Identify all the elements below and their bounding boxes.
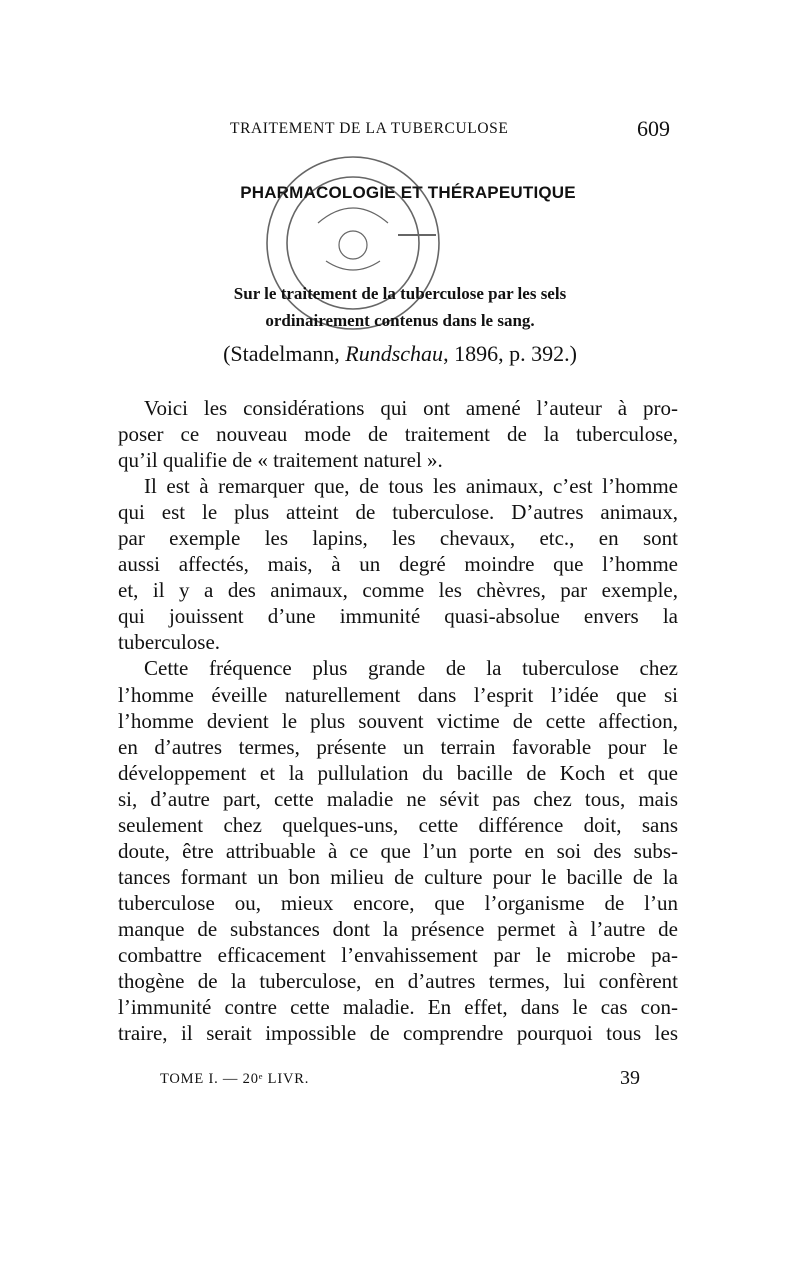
page-number: 609 xyxy=(637,116,670,141)
running-head xyxy=(230,116,670,144)
running-title: TRAITEMENT DE LA TUBERCULOSE xyxy=(230,120,509,137)
text-line: par exemple les lapins, les chevaux, etc., en sont xyxy=(118,526,678,551)
text-line: développement et la pullulation du bacille de Koch et que xyxy=(118,760,678,785)
text-line: Cette fréquence plus grande de la tuberculose chez xyxy=(144,656,678,681)
text-line: combattre efficacement l’envahissement par le microbe pa- xyxy=(118,942,678,967)
text-line: traire, il serait impossible de comprendre pourquoi tous les xyxy=(118,1021,678,1046)
signature-mark: TOME I. — 20ᵉ LIVR. xyxy=(160,1071,310,1087)
article-source xyxy=(150,341,650,367)
article-title-line: Sur le traitement de la tuberculose par les sels xyxy=(233,284,567,303)
text-line: thogène de la tuberculose, en d’autres termes, lui confèrent xyxy=(118,969,678,994)
text-line: Voici les considérations qui ont amené l’auteur à pro- xyxy=(144,396,678,420)
text-line: poser ce nouveau mode de traitement de la tuberculose, xyxy=(118,422,678,447)
text-line: qui jouissent d’une immunité quasi-absolue envers la xyxy=(118,604,678,629)
text-line: et, il y a des animaux, comme les chèvres, par exemple, xyxy=(118,578,678,603)
text-line: en d’autres termes, présente un terrain favorable pour le xyxy=(118,734,678,759)
body-text xyxy=(118,395,678,1046)
text-line: aussi affectés, mais, à un degré moindre que l’homme xyxy=(118,552,678,577)
text-line: Il est à remarquer que, de tous les animaux, c’est l’homme xyxy=(144,474,678,499)
gathering-number: 39 xyxy=(620,1067,640,1089)
text-line: qu’il qualifie de « traitement naturel ». xyxy=(118,448,443,473)
text-line: manque de substances dont la présence permet à l’autre de xyxy=(118,916,678,941)
text-line: tuberculose ou, mieux encore, que l’organisme de l’un xyxy=(118,890,678,915)
article-title xyxy=(150,280,650,334)
text-line: l’immunité contre cette maladie. En effet, dans le cas con- xyxy=(118,995,678,1020)
text-line: l’homme devient le plus souvent victime de cette affection, xyxy=(118,708,678,733)
text-line: qui est le plus atteint de tuberculose. D’autres animaux, xyxy=(118,500,678,525)
source-journal: Rundschau xyxy=(345,341,444,366)
text-line: tances formant un bon milieu de culture pour le bacille de la xyxy=(118,864,678,889)
article-title-line: ordinairement contenus dans le sang. xyxy=(265,311,535,330)
text-line: doute, être attribuable à ce que l’un porte en soi des subs- xyxy=(118,838,678,863)
text-line: si, d’autre part, cette maladie ne sévit pas chez tous, mais xyxy=(118,786,678,811)
text-line: seulement chez quelques-uns, cette différence doit, sans xyxy=(118,812,678,837)
section-title: PHARMACOLOGIE ET THÉRAPEUTIQUE xyxy=(240,183,576,202)
source-details: , 1896, p. 392.) xyxy=(443,341,577,366)
source-author: (Stadelmann, xyxy=(223,341,346,366)
page-footer xyxy=(160,1067,640,1091)
text-line: tuberculose. xyxy=(118,630,221,655)
text-line: l’homme éveille naturellement dans l’esprit l’idée que si xyxy=(118,682,678,707)
